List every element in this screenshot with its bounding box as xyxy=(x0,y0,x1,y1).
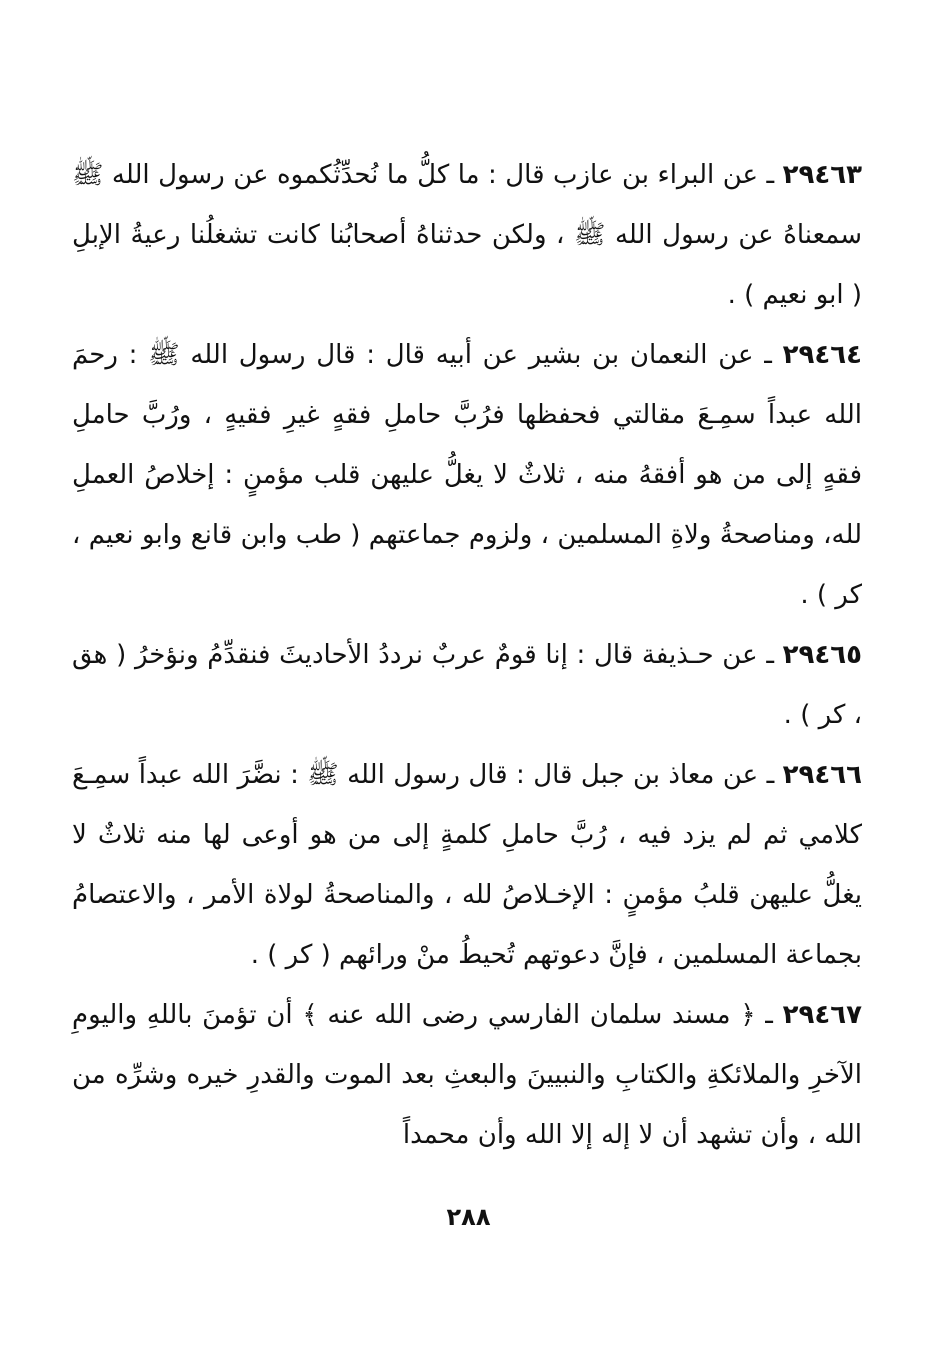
hadith-number: ٢٩٤٦٧ xyxy=(782,1000,863,1030)
hadith-paragraph-29466 xyxy=(72,745,862,985)
hadith-text: ـ عن حـذيفة قال : إنا قومٌ عربٌ نرددُ الأحاديثَ فنقدِّمُ ونؤخرُ ( هق ، كر ) . xyxy=(72,640,862,730)
hadith-number: ٢٩٤٦٥ xyxy=(782,640,863,670)
hadith-text: ـ عن البراء بن عازب قال : ما كلُّ ما نُحدِّثُكموه عن رسول الله ﷺ سمعناهُ عن رسول الله ﷺ ، ولكن حدثناهُ أصحابُنا كانت تشغلُنا رعيةُ الإبلِ ( ابو نعيم ) . xyxy=(72,160,862,310)
hadith-paragraph-29463 xyxy=(72,145,862,325)
hadith-text-block xyxy=(72,145,862,1165)
hadith-paragraph-29464 xyxy=(72,325,862,625)
hadith-number: ٢٩٤٦٤ xyxy=(782,340,862,370)
hadith-paragraph-29465 xyxy=(72,625,862,745)
hadith-paragraph-29467 xyxy=(72,985,862,1165)
hadith-text: ـ عن معاذ بن جبل قال : قال رسول الله ﷺ : نضَّرَ الله عبداً سمِـعَ كلامي ثم لم يزد فيه ، رُبَّ حاملِ كلمةٍ إلى من هو أوعى لها منه ثلاثٌ لا يغلُّ عليهن قلبُ مؤمنٍ : الإخـلاصُ لله ، والمناصحةُ لولاة الأمر ، والاعتصامُ بجماعة المسلمين ، فإنَّ دعوتهم تُحيطُ منْ ورائهم ( كر ) . xyxy=(72,760,862,970)
hadith-number: ٢٩٤٦٣ xyxy=(782,160,862,190)
hadith-number: ٢٩٤٦٦ xyxy=(782,760,863,790)
page-number: ٢٨٨ xyxy=(446,1203,491,1231)
hadith-text: ـ ﴿ مسند سلمان الفارسي رضى الله عنه ﴾ أن تؤمنَ باللهِ واليومِ الآخرِ والملائكةِ والكتابِ والنبيينَ والبعثِ بعد الموت والقدرِ خيره وشرِّه من الله ، وأن تشهد أن لا إله إلا الله وأن محمداً xyxy=(72,1000,862,1150)
hadith-text: ـ عن النعمان بن بشير عن أبيه قال : قال رسول الله ﷺ : رحمَ الله عبداً سمِـعَ مقالتي فحفظها فرُبَّ حاملِ فقهٍ غيرِ فقيهٍ ، ورُبَّ حاملِ فقهٍ إلى من هو أفقهُ منه ، ثلاثٌ لا يغلُّ عليهن قلب مؤمنٍ : إخلاصُ العملِ لله، ومناصحةُ ولاةِ المسلمين ، ولزوم جماعتهم ( طب وابن قانع وابو نعيم ، كر ) . xyxy=(72,340,862,610)
